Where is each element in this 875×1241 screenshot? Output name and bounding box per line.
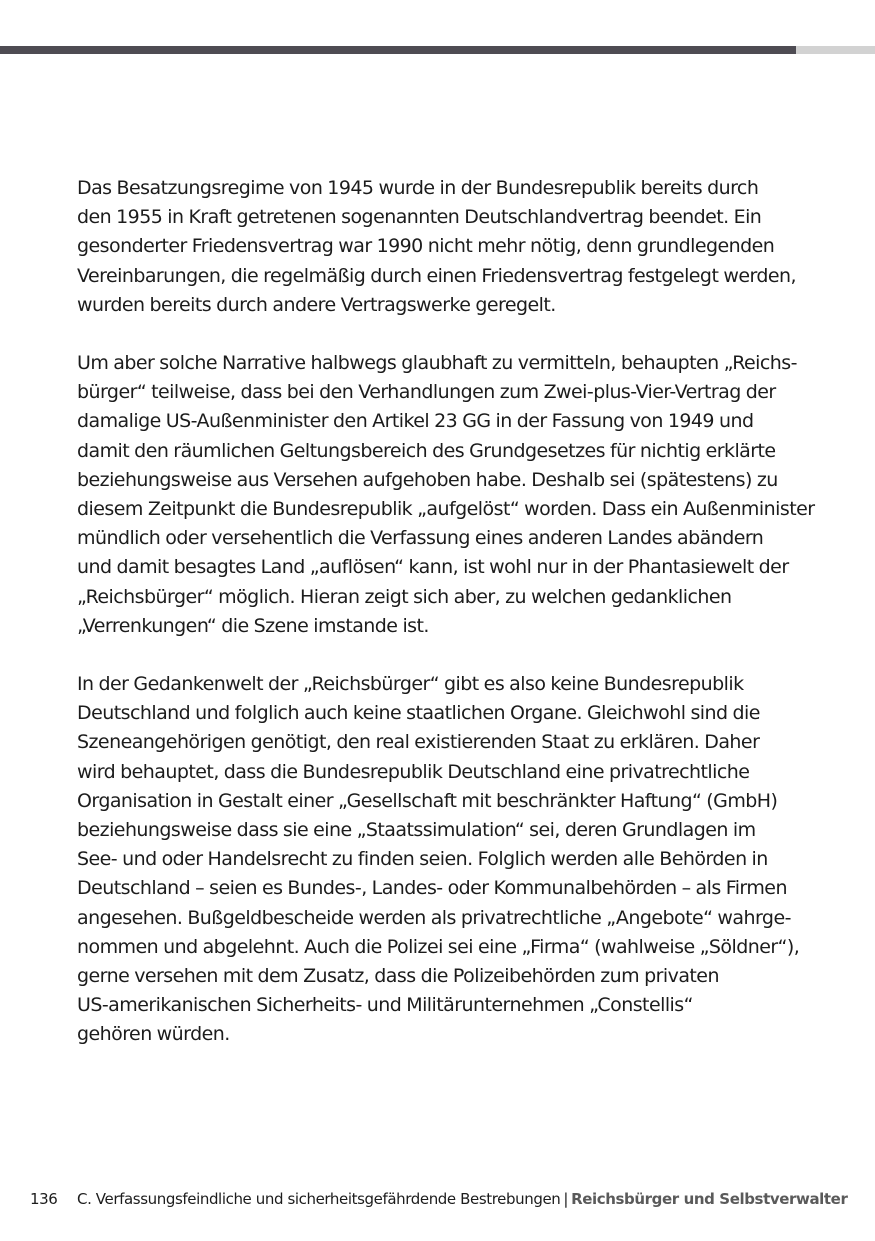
text-line: damalige US-Außenminister den Artikel 23 GG in der Fassung von 1949 und bbox=[77, 410, 754, 433]
text-line: diesem Zeitpunkt die Bundesrepublik „aufgelöst“ worden. Dass ein Außenminister bbox=[77, 498, 815, 521]
text-line: wurden bereits durch andere Vertragswerke geregelt. bbox=[77, 293, 556, 316]
footer-separator: | bbox=[563, 1190, 569, 1208]
page-footer bbox=[0, 1190, 875, 1212]
text-line: mündlich oder versehentlich die Verfassung eines anderen Landes abändern bbox=[77, 527, 764, 550]
text-line: Vereinbarungen, die regelmäßig durch einen Friedensvertrag festgelegt werden, bbox=[77, 264, 797, 287]
text-line: damit den räumlichen Geltungsbereich des Grundgesetzes für nichtig erklärte bbox=[77, 439, 776, 462]
body-text bbox=[77, 174, 815, 1079]
header-rule-dark bbox=[0, 46, 796, 54]
text-line: beziehungsweise aus Versehen aufgehoben habe. Deshalb sei (spätestens) zu bbox=[77, 468, 778, 491]
text-line: gehören würden. bbox=[77, 1023, 230, 1046]
paragraph-1 bbox=[77, 174, 807, 320]
text-line: und damit besagtes Land „auflösen“ kann, ist wohl nur in der Phantasiewelt der bbox=[77, 556, 789, 579]
text-line: Deutschland – seien es Bundes-, Landes- oder Kommunalbehörden – als Firmen bbox=[77, 877, 787, 900]
text-line: Szeneangehörigen genötigt, den real existierenden Staat zu erklären. Daher bbox=[77, 731, 760, 754]
text-line: Das Besatzungsregime von 1945 wurde in der Bundesrepublik bereits durch bbox=[77, 177, 759, 199]
text-line: Deutschland und folglich auch keine staatlichen Organe. Gleichwohl sind die bbox=[77, 702, 760, 725]
running-footer bbox=[77, 1190, 847, 1208]
footer-chapter: C. Verfassungsfeindliche und sicherheitsgefährdende Bestrebungen bbox=[77, 1190, 561, 1208]
paragraph-2 bbox=[77, 349, 815, 641]
text-line: „Reichsbürger“ möglich. Hieran zeigt sich aber, zu welchen gedanklichen bbox=[77, 585, 732, 608]
text-line: gerne versehen mit dem Zusatz, dass die Polizeibehörden zum privaten bbox=[77, 965, 719, 988]
text-line: beziehungsweise dass sie eine „Staatssimulation“ sei, deren Grundlagen im bbox=[77, 819, 756, 842]
text-line: den 1955 in Kraft getretenen sogenannten Deutschlandvertrag beendet. Ein bbox=[77, 206, 762, 229]
header-rule-light bbox=[796, 46, 875, 54]
text-line: Um aber solche Narrative halbwegs glaubhaft zu vermitteln, behaupten „Reichs- bbox=[77, 352, 797, 375]
text-line: In der Gedankenwelt der „Reichsbürger“ gibt es also keine Bundesrepublik bbox=[77, 673, 744, 696]
text-line: gesonderter Friedensvertrag war 1990 nicht mehr nötig, denn grundlegenden bbox=[77, 235, 775, 258]
text-line: angesehen. Bußgeldbescheide werden als privatrechtliche „Angebote“ wahrge- bbox=[77, 906, 791, 929]
text-line: bürger“ teilweise, dass bei den Verhandlungen zum Zwei-plus-Vier-Vertrag der bbox=[77, 381, 776, 404]
page-number: 136 bbox=[30, 1190, 58, 1208]
text-line: Organisation in Gestalt einer „Gesellschaft mit beschränkter Haftung“ (GmbH) bbox=[77, 789, 778, 812]
text-line: See- und oder Handelsrecht zu finden seien. Folglich werden alle Behörden in bbox=[77, 848, 768, 871]
text-line: „Verrenkungen“ die Szene imstande ist. bbox=[77, 614, 429, 637]
text-line: nommen und abgelehnt. Auch die Polizei sei eine „Firma“ (wahlweise „Söldner“), bbox=[77, 935, 800, 958]
text-line: wird behauptet, dass die Bundesrepublik Deutschland eine privatrechtliche bbox=[77, 760, 750, 783]
footer-section-title: Reichsbürger und Selbstverwalter bbox=[571, 1190, 848, 1208]
paragraph-3 bbox=[77, 670, 807, 1050]
text-line: US-amerikanischen Sicherheits- und Militärunternehmen „Constellis“ bbox=[77, 994, 693, 1017]
